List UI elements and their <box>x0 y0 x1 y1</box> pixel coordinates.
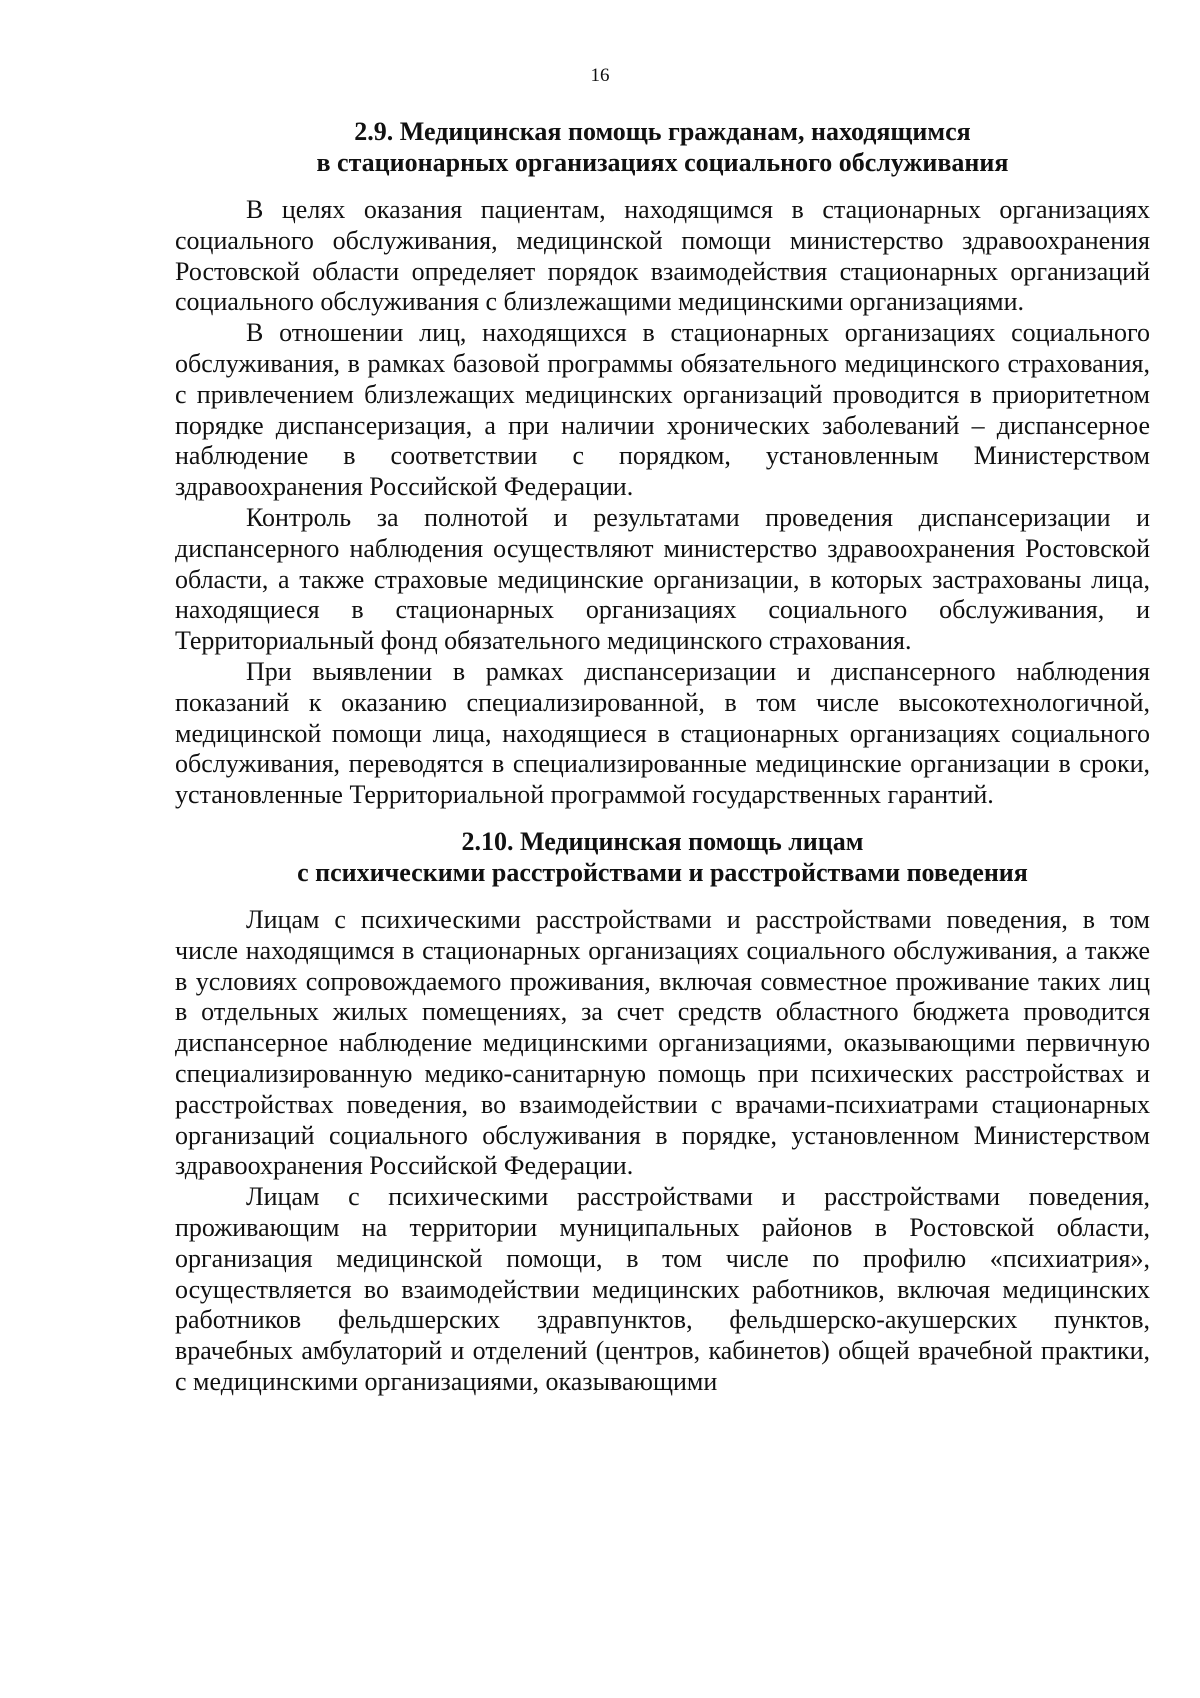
paragraph: В целях оказания пациентам, находящимся в стационарных организациях социального обслуживания, медицинской помощи министерство здравоохранения Ростовской области определяет порядок взаимодействия стационарных организаций социального обслуживания с близлежащими медицинскими организациями. <box>175 195 1150 317</box>
paragraph: Лицам с психическими расстройствами и расстройствами поведения, проживающим на территории муниципальных районов в Ростовской области, организация медицинской помощи, в том числе по профилю «психиатрия», осуществляется во взаимодействии медицинских работников, включая медицинских работников фельдшерских здравпунктов, фельдшерско-акушерских пунктов, врачебных амбулаторий и отделений (центров, кабинетов) общей врачебной практики, с медицинскими организациями, оказывающими <box>175 1182 1150 1396</box>
document-body <box>175 116 1150 1398</box>
section-heading <box>175 826 1150 888</box>
heading-line: в стационарных организациях социального обслуживания <box>316 148 1009 177</box>
section-heading <box>175 116 1150 178</box>
heading-line: 2.10. Медицинская помощь лицам <box>461 826 864 856</box>
paragraph: Лицам с психическими расстройствами и расстройствами поведения, в том числе находящимся в стационарных организациях социального обслуживания, а также в условиях сопровождаемого проживания, включая совместное проживание таких лиц в отдельных жилых помещениях, за счет средств областного бюджета проводится диспансерное наблюдение медицинскими организациями, оказывающими первичную специализированную медико-санитарную помощь при психических расстройствах и расстройствах поведения, во взаимодействии с врачами-психиатрами стационарных организаций социального обслуживания в порядке, установленном Министерством здравоохранения Российской Федерации. <box>175 904 1150 1181</box>
heading-line: с психическими расстройствами и расстройствами поведения <box>297 857 1028 887</box>
paragraph: В отношении лиц, находящихся в стационарных организациях социального обслуживания, в рамках базовой программы обязательного медицинского страхования, с привлечением близлежащих медицинских организаций проводится в приоритетном порядке диспансеризация, а при наличии хронических заболеваний – диспансерное наблюдение в соответствии с порядком, установленным Министерством здравоохранения Российской Федерации. <box>175 318 1150 502</box>
section-2-9 <box>175 116 1150 811</box>
heading-line: 2.9. Медицинская помощь гражданам, находящимся <box>354 117 971 146</box>
page-number: 16 <box>590 65 610 86</box>
section-2-10 <box>175 826 1150 1398</box>
paragraph: При выявлении в рамках диспансеризации и диспансерного наблюдения показаний к оказанию специализированной, в том числе высокотехнологичной, медицинской помощи лица, находящиеся в стационарных организациях социального обслуживания, переводятся в специализированные медицинские организации в сроки, установленные Территориальной программой государственных гарантий. <box>175 656 1150 810</box>
paragraph: Контроль за полнотой и результатами проведения диспансеризации и диспансерного наблюдения осуществляют министерство здравоохранения Ростовской области, а также страховые медицинские организации, в которых застрахованы лица, находящиеся в стационарных организациях социального обслуживания, и Территориальный фонд обязательного медицинского страхования. <box>175 502 1150 656</box>
